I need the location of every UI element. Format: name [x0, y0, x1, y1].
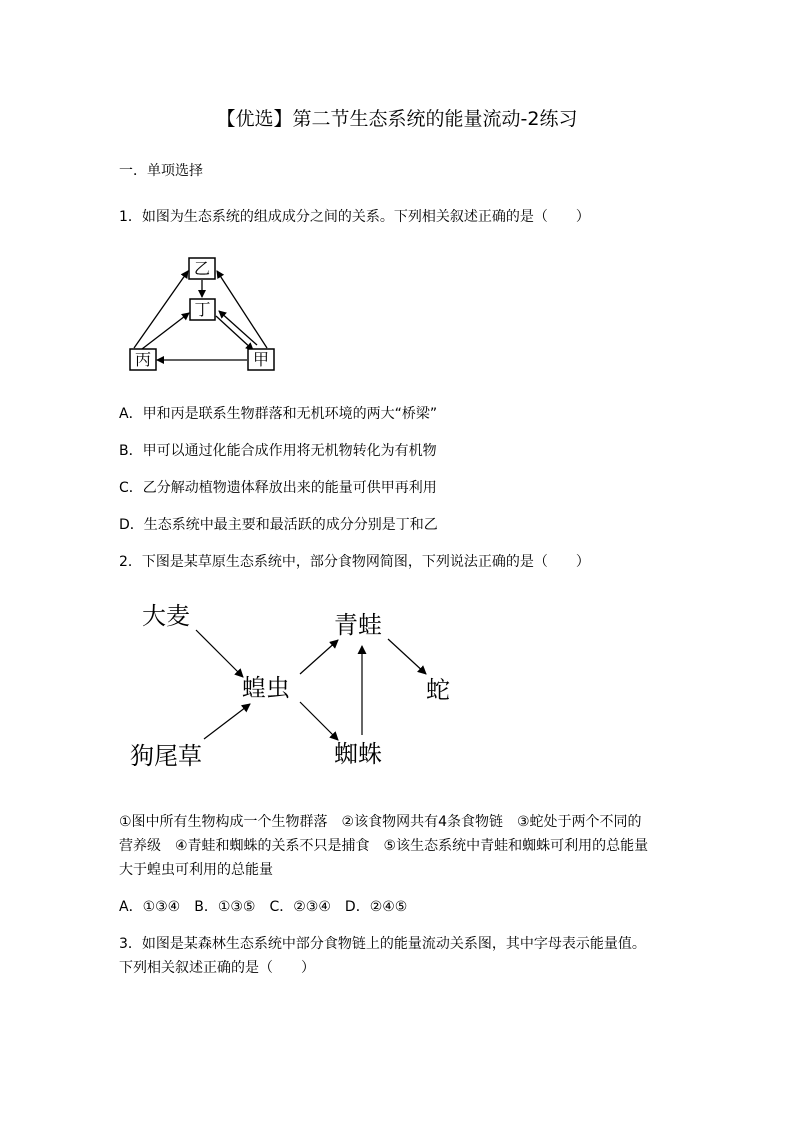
arrow-huangchong-to-zhizhu — [300, 702, 338, 740]
node-jia-label: 甲 — [252, 350, 270, 369]
node-jia — [248, 349, 274, 370]
q2-choices: A．①③④ B．①③⑤ C．②③④ D．②④⑤ — [119, 899, 408, 915]
node-bing-label: 丙 — [134, 350, 152, 369]
q1-option-a: A．甲和丙是联系生物群落和无机环境的两大“桥梁” — [119, 406, 438, 422]
foodweb-huangchong: 蝗虫 — [242, 674, 290, 702]
arrow-bing-to-ding — [142, 313, 189, 349]
node-ding — [190, 299, 215, 320]
section-heading: 一．单项选择 — [119, 163, 203, 179]
foodweb-gouweicao: 狗尾草 — [130, 742, 202, 770]
ecosystem-component-diagram — [120, 252, 290, 377]
q1-option-b: B．甲可以通过化能合成作用将无机物转化为有机物 — [119, 443, 437, 459]
q2-statements-line-1: ①图中所有生物构成一个生物群落 ②该食物网共有4条食物链 ③蛇处于两个不同的 — [119, 814, 642, 830]
arrow-jia-to-ding — [219, 311, 257, 345]
q2-statements-line-2: 营养级 ④青蛙和蜘蛛的关系不只是捕食 ⑤该生态系统中青蛙和蜘蛛可利用的总能量 — [119, 838, 649, 854]
q1-option-c: C．乙分解动植物遗体释放出来的能量可供甲再利用 — [119, 480, 437, 496]
q3-stem-line-2: 下列相关叙述正确的是（ ） — [119, 960, 315, 976]
foodweb-zhizhu: 蜘蛛 — [334, 740, 382, 768]
arrow-jia-to-yi — [217, 271, 267, 348]
foodweb-she: 蛇 — [426, 676, 450, 704]
node-yi-label: 乙 — [193, 259, 211, 278]
arrow-bing-to-yi — [134, 271, 188, 348]
node-yi — [189, 258, 215, 279]
foodweb-qingwa: 青蛙 — [334, 611, 382, 639]
q1-stem: 1．如图为生态系统的组成成分之间的关系。下列相关叙述正确的是（ ） — [119, 209, 590, 225]
arrow-damai-to-huangchong — [196, 630, 243, 677]
q3-stem-line-1: 3．如图是某森林生态系统中部分食物链上的能量流动关系图，其中字母表示能量值。 — [119, 936, 646, 952]
arrow-ding-to-jia — [216, 316, 253, 350]
page-title: 【优选】第二节生态系统的能量流动-2练习 — [216, 108, 578, 130]
node-bing — [130, 349, 156, 370]
food-web-diagram — [120, 594, 480, 784]
arrow-qingwa-to-she — [388, 639, 426, 674]
q2-stem: 2．下图是某草原生态系统中，部分食物网简图，下列说法正确的是（ ） — [119, 554, 590, 570]
arrow-huangchong-to-qingwa — [300, 640, 338, 674]
q1-option-d: D．生态系统中最主要和最活跃的成分分别是丁和乙 — [119, 517, 438, 533]
arrow-gouweicao-to-huangchong — [204, 704, 250, 739]
foodweb-damai: 大麦 — [142, 602, 190, 630]
q2-statements-line-3: 大于蝗虫可利用的总能量 — [119, 862, 273, 878]
node-ding-label: 丁 — [194, 300, 211, 319]
